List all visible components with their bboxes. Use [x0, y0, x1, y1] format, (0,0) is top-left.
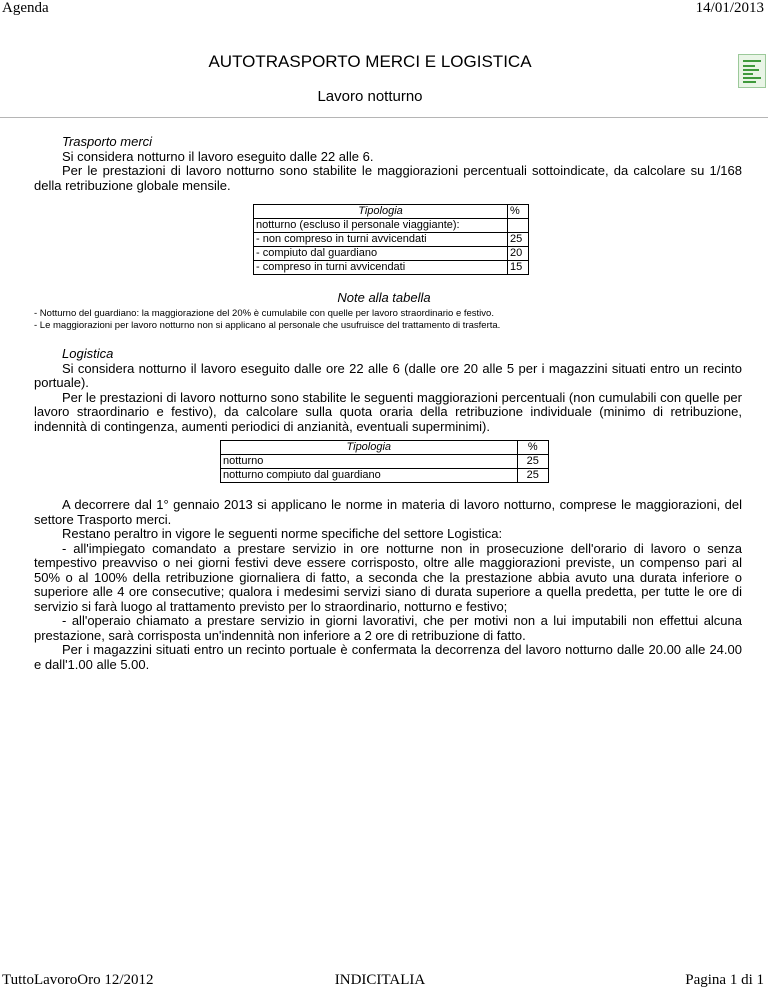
- table-cell: - compreso in turni avvicendati: [254, 261, 508, 275]
- table-cell: notturno: [221, 455, 518, 469]
- table-cell: - non compreso in turni avvicendati: [254, 233, 508, 247]
- section-trasporto: [34, 135, 742, 193]
- table-cell: - compiuto dal guardiano: [254, 247, 508, 261]
- table-header-row: [254, 205, 529, 219]
- paragraph: - all'operaio chiamato a prestare servizio in giorni lavorativi, che per motivi non a lui imputabili non effettui alcuna prestazione, sarà corrisposta un'indennità non inferiore a 2 ore di retribuzione di fatto.: [34, 613, 742, 643]
- table-header-row: [221, 441, 549, 455]
- paragraph: A decorrere dal 1° gennaio 2013 si applicano le norme in materia di lavoro notturno, comprese le maggiorazioni, del settore Trasporto merci.: [34, 497, 742, 527]
- table-cell: 25: [517, 469, 548, 483]
- table-cell: [507, 219, 528, 233]
- section-heading: Logistica: [62, 346, 114, 361]
- table-header-cell: Tipologia: [221, 441, 518, 455]
- paragraph: Si considera notturno il lavoro eseguito dalle ore 22 alle 6 (dalle ore 20 alle 5 per i magazzini situati entro un recinto portuale).: [34, 360, 742, 390]
- table-cell: 25: [507, 233, 528, 247]
- paragraph: Restano peraltro in vigore le seguenti norme specifiche del settore Logistica:: [62, 526, 503, 541]
- paragraph: Per le prestazioni di lavoro notturno sono stabilite le seguenti maggiorazioni percentuali (non cumulabili con quelle per lavoro straordinario e festivo), da calcolare sulla quota oraria della retribuzione individuale (minimo di retribuzione, indennità di contingenza, aumenti periodici di anzianità, eventuali superminimi).: [34, 389, 742, 434]
- table-row: [221, 455, 549, 469]
- table-cell: 25: [517, 455, 548, 469]
- section-logistica: [34, 347, 742, 434]
- table-cell: 20: [507, 247, 528, 261]
- footer-publisher: INDICITALIA: [334, 972, 426, 988]
- page-title: AUTOTRASPORTO MERCI E LOGISTICA: [208, 52, 532, 71]
- table-row: [254, 261, 529, 275]
- table-row: [254, 247, 529, 261]
- paragraph: - all'impiegato comandato a prestare servizio in ore notturne non in prosecuzione dell'orario di lavoro o senza tempestivo preavviso o nei giorni festivi deve essere corrisposto, oltre alle maggiorazioni previste, un compenso pari al 50% o al 100% della retribuzione giornaliera di fatto, a seconda che la prestazione abbia avuto una durata inferiore o superiore alle 4 ore consecutive; qualora i medesimi servizi siano di durata superiore a quella predetta, per tutte le ore di servizio si farà luogo al trattamento previsto per lo straordinario, notturno e festivo;: [34, 540, 742, 614]
- table-row: [254, 219, 529, 233]
- table-header-cell: Tipologia: [254, 205, 508, 219]
- page-subtitle: Lavoro notturno: [317, 88, 423, 105]
- table-cell: notturno (escluso il personale viaggiante):: [254, 219, 508, 233]
- footer-source: TuttoLavoroOro 12/2012: [2, 972, 154, 988]
- section-heading: Trasporto merci: [62, 134, 153, 149]
- document-icon[interactable]: [738, 54, 766, 88]
- table-trasporto: [253, 204, 529, 275]
- footer-page-number: Pagina 1 di 1: [685, 972, 764, 988]
- notes-list: [34, 308, 500, 332]
- table-row: [221, 469, 549, 483]
- paragraph: Per le prestazioni di lavoro notturno sono stabilite le maggiorazioni percentuali sottoindicate, da calcolare su 1/168 della retribuzione globale mensile.: [34, 163, 742, 193]
- table-row: [254, 233, 529, 247]
- table-header-cell: %: [517, 441, 548, 455]
- section-closing: [34, 498, 742, 672]
- table-cell: 15: [507, 261, 528, 275]
- note-item: - Le maggiorazioni per lavoro notturno non si applicano al personale che usufruisce del trattamento di trasferta.: [34, 320, 501, 331]
- note-item: - Notturno del guardiano: la maggiorazione del 20% è cumulabile con quelle per lavoro straordinario e festivo.: [34, 308, 494, 319]
- notes-title: Note alla tabella: [337, 290, 431, 305]
- table-logistica: [220, 440, 549, 483]
- header-date: 14/01/2013: [695, 0, 764, 16]
- header-divider: [0, 117, 768, 118]
- header-left: Agenda: [2, 0, 49, 16]
- paragraph: Si considera notturno il lavoro eseguito dalle 22 alle 6.: [62, 148, 374, 164]
- paragraph: Per i magazzini situati entro un recinto portuale è confermata la decorrenza del lavoro notturno dalle 20.00 alle 24.00 e dall'1.00 alle 5.00.: [34, 642, 742, 672]
- table-cell: notturno compiuto dal guardiano: [221, 469, 518, 483]
- table-header-cell: %: [507, 205, 528, 219]
